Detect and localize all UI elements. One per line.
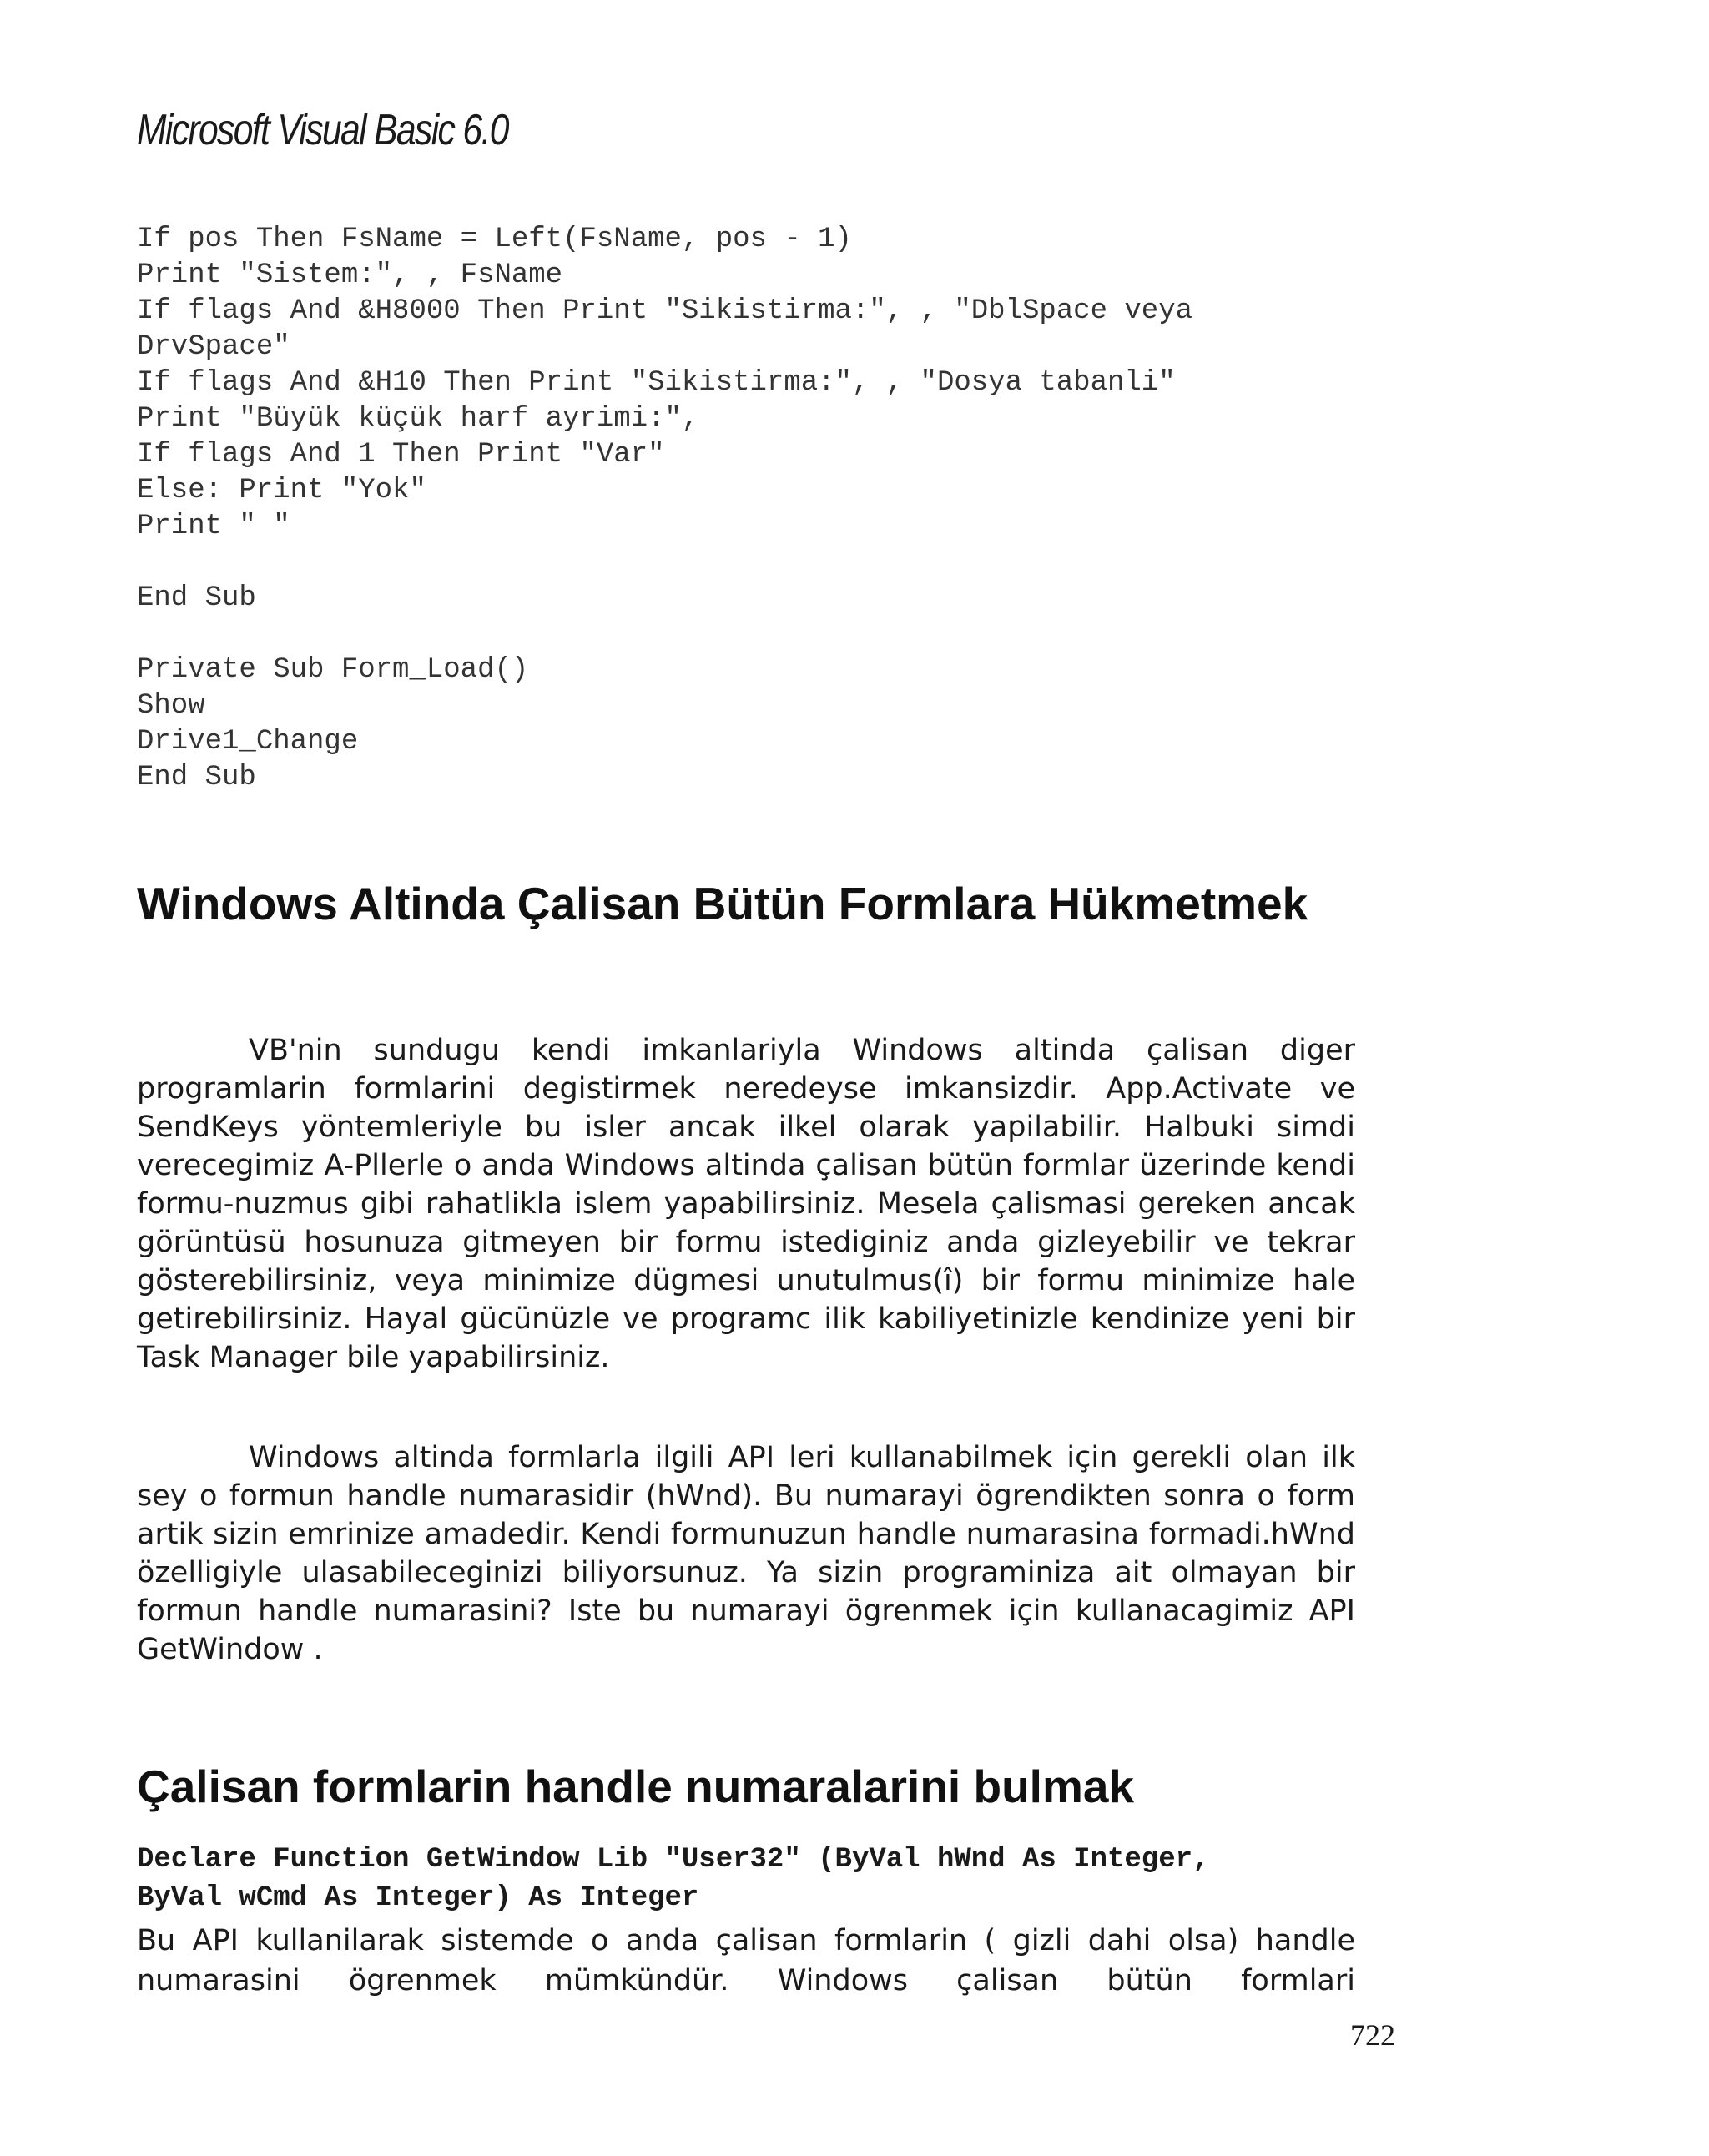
code-line: If flags And &H10 Then Print "Sikistirma:", , "Dosya tabanli": [137, 367, 1176, 399]
code-line: If flags And &H8000 Then Print "Sikistirma:", , "DblSpace veya: [137, 295, 1193, 327]
code-line: Drive1_Change: [137, 726, 359, 758]
declare-line: Declare Function GetWindow Lib "User32" (ByVal hWnd As Integer,: [137, 1844, 1210, 1876]
code-line: DrvSpace": [137, 331, 290, 363]
code-block: [137, 222, 1389, 796]
section-heading: Çalisan formlarin handle numaralarini bulmak: [137, 1761, 1135, 1812]
code-line: Print "Sistem:", , FsName: [137, 259, 563, 291]
code-line-blank: [137, 617, 1389, 652]
code-line: Private Sub Form_Load(): [137, 654, 529, 686]
code-line-blank: [137, 545, 1389, 581]
section-heading: Windows Altinda Çalisan Bütün Formlara Hükmetmek: [137, 878, 1308, 929]
code-line: Print "Büyük küçük harf ayrimi:",: [137, 403, 699, 435]
code-line: Else: Print "Yok": [137, 475, 426, 506]
code-line: Show: [137, 690, 205, 722]
code-line: Print " ": [137, 511, 290, 542]
declare-line: ByVal wCmd As Integer) As Integer: [137, 1882, 699, 1914]
body-paragraph: VB'nin sundugu kendi imkanlariyla Windows altinda çalisan diger programlarin formlarini degistirmek neredeyse imkansizdir. App.Activate ve SendKeys yöntemleriyle bu isler ancak ilkel olarak yapilabilir. Halbuki simdi verecegimiz A-Pllerle o anda Windows altinda çalisan bütün formlar üzerinde kendi formu-nuzmus gibi rahatlikla islem yapabilirsiniz. Mesela çalismasi gereken ancak görüntüsü hosunuza gitmeyen bir formu istediginiz anda gizleyebilir ve tekrar gösterebilirsiniz, veya minimize dügmesi unutulmus(î) bir formu minimize hale getirebilirsiniz. Hayal gücünüzle ve programc ilik kabiliyetinizle kendinize yeni bir Task Manager bile yapabilirsiniz.: [137, 1034, 1355, 1374]
page-number: 722: [1350, 2018, 1395, 2052]
code-line: End Sub: [137, 582, 256, 614]
running-header: Microsoft Visual Basic 6.0: [137, 106, 508, 154]
code-line: If pos Then FsName = Left(FsName, pos - 1): [137, 224, 852, 255]
code-line: If flags And 1 Then Print "Var": [137, 439, 665, 471]
code-line: End Sub: [137, 762, 256, 793]
declare-statement: [137, 1841, 1372, 1917]
body-paragraph: Windows altinda formlarla ilgili API leri kullanabilmek için gerekli olan ilk sey o formun handle numarasidir (hWnd). Bu numarayi ögrendikten sonra o form artik sizin emrinize amadedir. Kendi formunuzun handle numarasina formadi.hWnd özelligiyle ulasabileceginizi biliyorsunuz. Ya sizin programiniza ait olmayan bir formun handle numarasini? Iste bu numarayi ögrenmek için kullanacagimiz API GetWindow .: [137, 1441, 1355, 1666]
body-paragraph: Bu API kullanilarak sistemde o anda çalisan formlarin ( gizli dahi olsa) handle numarasini ögrenmek mümkündür. Windows çalisan bütün formlari: [137, 1924, 1355, 1997]
